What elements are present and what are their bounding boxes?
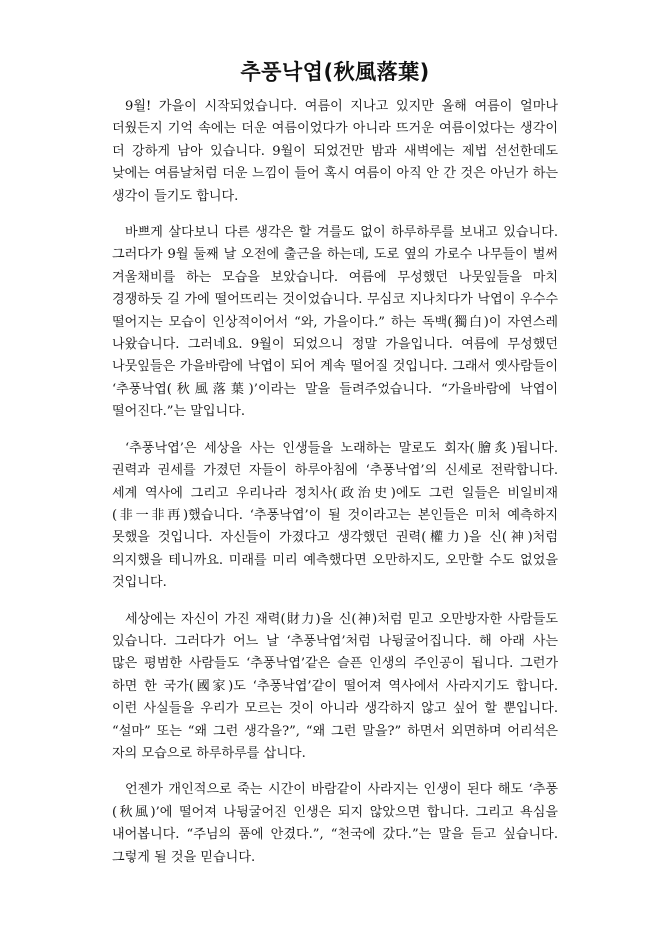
paragraph-2: 바쁘게 살다보니 다른 생각은 할 겨를도 없이 하루하루를 보내고 있습니다. 그러다가 9월 둘째 날 오전에 출근을 하는데, 도로 옆의 가로수 나무들이 벌써 겨울채비를 하는 모습을 보았습니다. 여름에 무성했던 나뭇잎들을 마치 경쟁하듯 길 가에 떨어뜨리는 것이었습니다. 무심코 지나치다가 낙엽이 우수수 떨어지는 모습이 인상적이어서 “와, 가을이다.” 하는 독백(獨白)이 자연스레 나왔습니다. 그러네요. 9월이 되었으니 정말 가을입니다. 여름에 무성했던 나뭇잎들은 가을바람에 낙엽이 되어 계속 떨어질 것입니다. 그래서 옛사람들이 ‘추풍낙엽(秋風落葉)’이라는 말을 들려주었습니다. “가을바람에 낙엽이 떨어진다.”는 말입니다. xyxy=(112,225,558,420)
paragraph-5: 언젠가 개인적으로 죽는 시간이 바람같이 사라지는 인생이 된다 해도 ‘추풍(秋風)’에 떨어져 나뒹굴어진 인생은 되지 않았으면 합니다. 그리고 욕심을 내어봅니다. “주님의 품에 안겼다.”, “천국에 갔다.”는 말을 듣고 싶습니다. 그렇게 될 것을 믿습니다. xyxy=(112,782,558,865)
paragraph-1: 9월! 가을이 시작되었습니다. 여름이 지나고 있지만 올해 여름이 얼마나 더웠든지 기억 속에는 더운 여름이었다가 아니라 뜨거운 여름이었다는 생각이 더 강하게 남아 있습니다. 9월이 되었건만 밤과 새벽에는 제법 선선한데도 낮에는 여름날처럼 더운 느낌이 들어 혹시 여름이 아직 안 간 것은 아닌가 하는 생각이 들기도 합니다. xyxy=(112,99,558,204)
document-body xyxy=(112,96,558,883)
document-title: 추풍낙엽(秋風落葉) xyxy=(240,60,430,84)
paragraph-4: 세상에는 자신이 가진 재력(財力)을 신(神)처럼 믿고 오만방자한 사람들도 있습니다. 그러다가 어느 날 ‘추풍낙엽’처럼 나뒹굴어집니다. 해 아래 사는 많은 평범한 사람들도 ‘추풍낙엽’같은 슬픈 인생의 주인공이 됩니다. 그런가 하면 한 국가(國家)도 ‘추풍낙엽’같이 떨어져 역사에서 사라지기도 합니다. 이런 사실들을 우리가 모르는 것이 아니라 생각하지 않고 싶어 할 뿐입니다. “설마” 또는 “왜 그런 생각을?”, “왜 그런 말을?” 하면서 외면하며 어리석은 자의 모습으로 하루하루를 삽니다. xyxy=(112,611,558,761)
paragraph-3: ‘추풍낙엽’은 세상을 사는 인생들을 노래하는 말로도 회자(膾炙)됩니다. 권력과 권세를 가졌던 자들이 하루아침에 ‘추풍낙엽’의 신세로 전락합니다. 세계 역사에 그리고 우리나라 정치사(政治史)에도 그런 일들은 비일비재(非一非再)했습니다. ‘추풍낙엽’이 될 것이라고는 본인들은 미처 예측하지 못했을 것입니다. 자신들이 가졌다고 생각했던 권력(權力)을 신(神)처럼 의지했을 테니까요. 미래를 미리 예측했다면 오만하지도, 오만할 수도 없었을 것입니다. xyxy=(112,440,558,591)
